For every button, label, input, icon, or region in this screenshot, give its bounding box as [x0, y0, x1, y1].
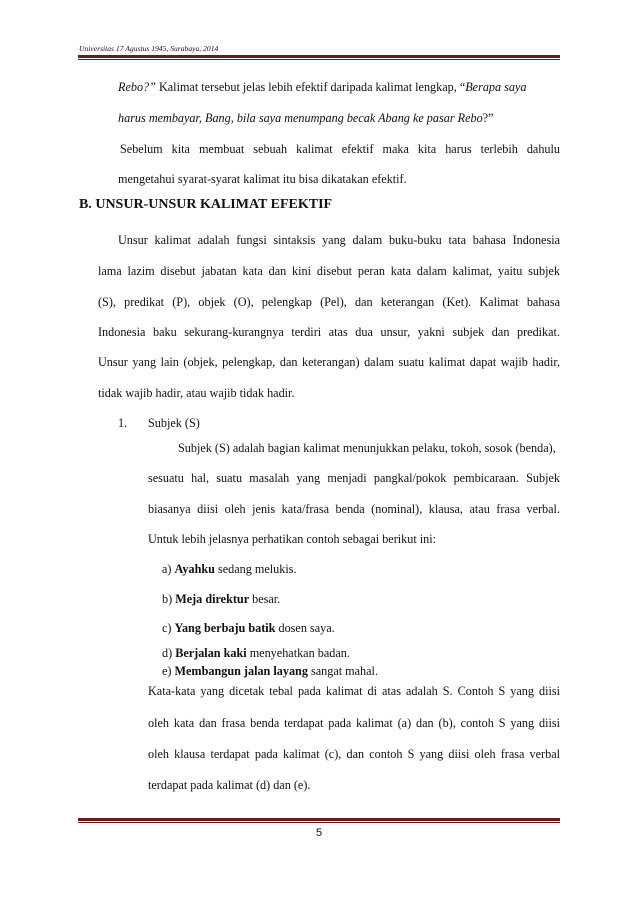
example-e [162, 663, 378, 679]
header-rule-thin [78, 59, 560, 60]
example-subject: Membangun jalan layang [174, 664, 308, 678]
subject-desc-line-3: biasanya diisi oleh jenis kata/frasa benda (nominal), klausa, atau frasa verbal. [148, 502, 560, 516]
intro-line-2-italic: harus membayar, Bang, bila saya menumpang becak Abang ke pasar Rebo [118, 111, 483, 125]
example-label: c) [162, 621, 172, 635]
intro-line-2-end: ?” [482, 111, 494, 125]
subject-desc-line-1: Subjek (S) adalah bagian kalimat menunjukkan pelaku, tokoh, sosok (benda), [178, 441, 556, 455]
intro-line-4: mengetahui syarat-syarat kalimat itu bisa dikatakan efektif. [118, 172, 407, 186]
example-rest: dosen saya. [275, 621, 335, 635]
example-a [162, 561, 297, 577]
footer-rule-thin [78, 822, 560, 823]
example-rest: menyehatkan badan. [246, 646, 350, 660]
para1-line-2: lama lazim disebut jabatan kata dan kini disebut peran kata dalam kalimat, yaitu subjek [98, 264, 560, 278]
example-label: e) [162, 664, 172, 678]
example-b [162, 591, 280, 607]
conclusion-line-2: oleh kata dan frasa benda terdapat pada kalimat (a) dan (b), contoh S yang diisi [148, 716, 560, 730]
example-rest: sangat mahal. [307, 664, 378, 678]
section-heading: B. UNSUR-UNSUR KALIMAT EFEKTIF [79, 197, 333, 212]
subject-desc-line-4: Untuk lebih jelasnya perhatikan contoh sebagai berikut ini: [148, 532, 437, 546]
list-title: Subjek (S) [148, 416, 200, 430]
conclusion-line-1: Kata-kata yang dicetak tebal pada kalimat di atas adalah S. Contoh S yang diisi [148, 684, 560, 698]
intro-line-1 [118, 79, 527, 95]
intro-line-3: Sebelum kita membuat sebuah kalimat efektif maka kita harus terlebih dahulu [120, 142, 560, 156]
intro-italic-start: Rebo?” [118, 80, 156, 94]
example-c [162, 620, 335, 636]
intro-line-1-text: Kalimat tersebut jelas lebih efektif daripada kalimat lengkap, “ [155, 80, 466, 94]
example-label: d) [162, 646, 173, 660]
list-number: 1. [118, 416, 128, 430]
example-subject: Yang berbaju batik [174, 621, 276, 635]
subject-desc-line-2: sesuatu hal, suatu masalah yang menjadi pangkal/pokok pembicaraan. Subjek [148, 471, 560, 485]
example-label: a) [162, 562, 172, 576]
intro-italic-end: Berapa saya [465, 80, 527, 94]
footer-rule [78, 818, 560, 821]
para1-line-3: (S), predikat (P), objek (O), pelengkap (Pel), dan keterangan (Ket). Kalimat bahasa [98, 295, 560, 309]
intro-line-2 [118, 110, 494, 126]
example-subject: Meja direktur [175, 592, 250, 606]
header-rule [78, 55, 560, 58]
running-header: Universitas 17 Agustus 1945, Surabaya, 2014 [79, 44, 219, 53]
example-rest: sedang melukis. [214, 562, 297, 576]
para1-line-5: Unsur yang lain (objek, pelengkap, dan keterangan) dalam suatu kalimat dapat wajib hadir, [98, 355, 560, 369]
conclusion-line-3: oleh klausa terdapat pada kalimat (c), dan contoh S yang diisi oleh frasa verbal [148, 747, 560, 761]
example-d [162, 645, 350, 661]
para1-line-1: Unsur kalimat adalah fungsi sintaksis yang dalam buku-buku tata bahasa Indonesia [118, 233, 560, 247]
conclusion-line-4: terdapat pada kalimat (d) dan (e). [148, 778, 311, 792]
example-subject: Berjalan kaki [175, 646, 247, 660]
para1-line-6: tidak wajib hadir, atau wajib tidak hadir. [98, 386, 295, 400]
example-label: b) [162, 592, 173, 606]
example-subject: Ayahku [174, 562, 215, 576]
page-number: 5 [315, 827, 323, 839]
example-rest: besar. [249, 592, 281, 606]
para1-line-4: Indonesia baku sekurang-kurangnya terdiri atas dua unsur, yakni subjek dan predikat. [98, 325, 560, 339]
